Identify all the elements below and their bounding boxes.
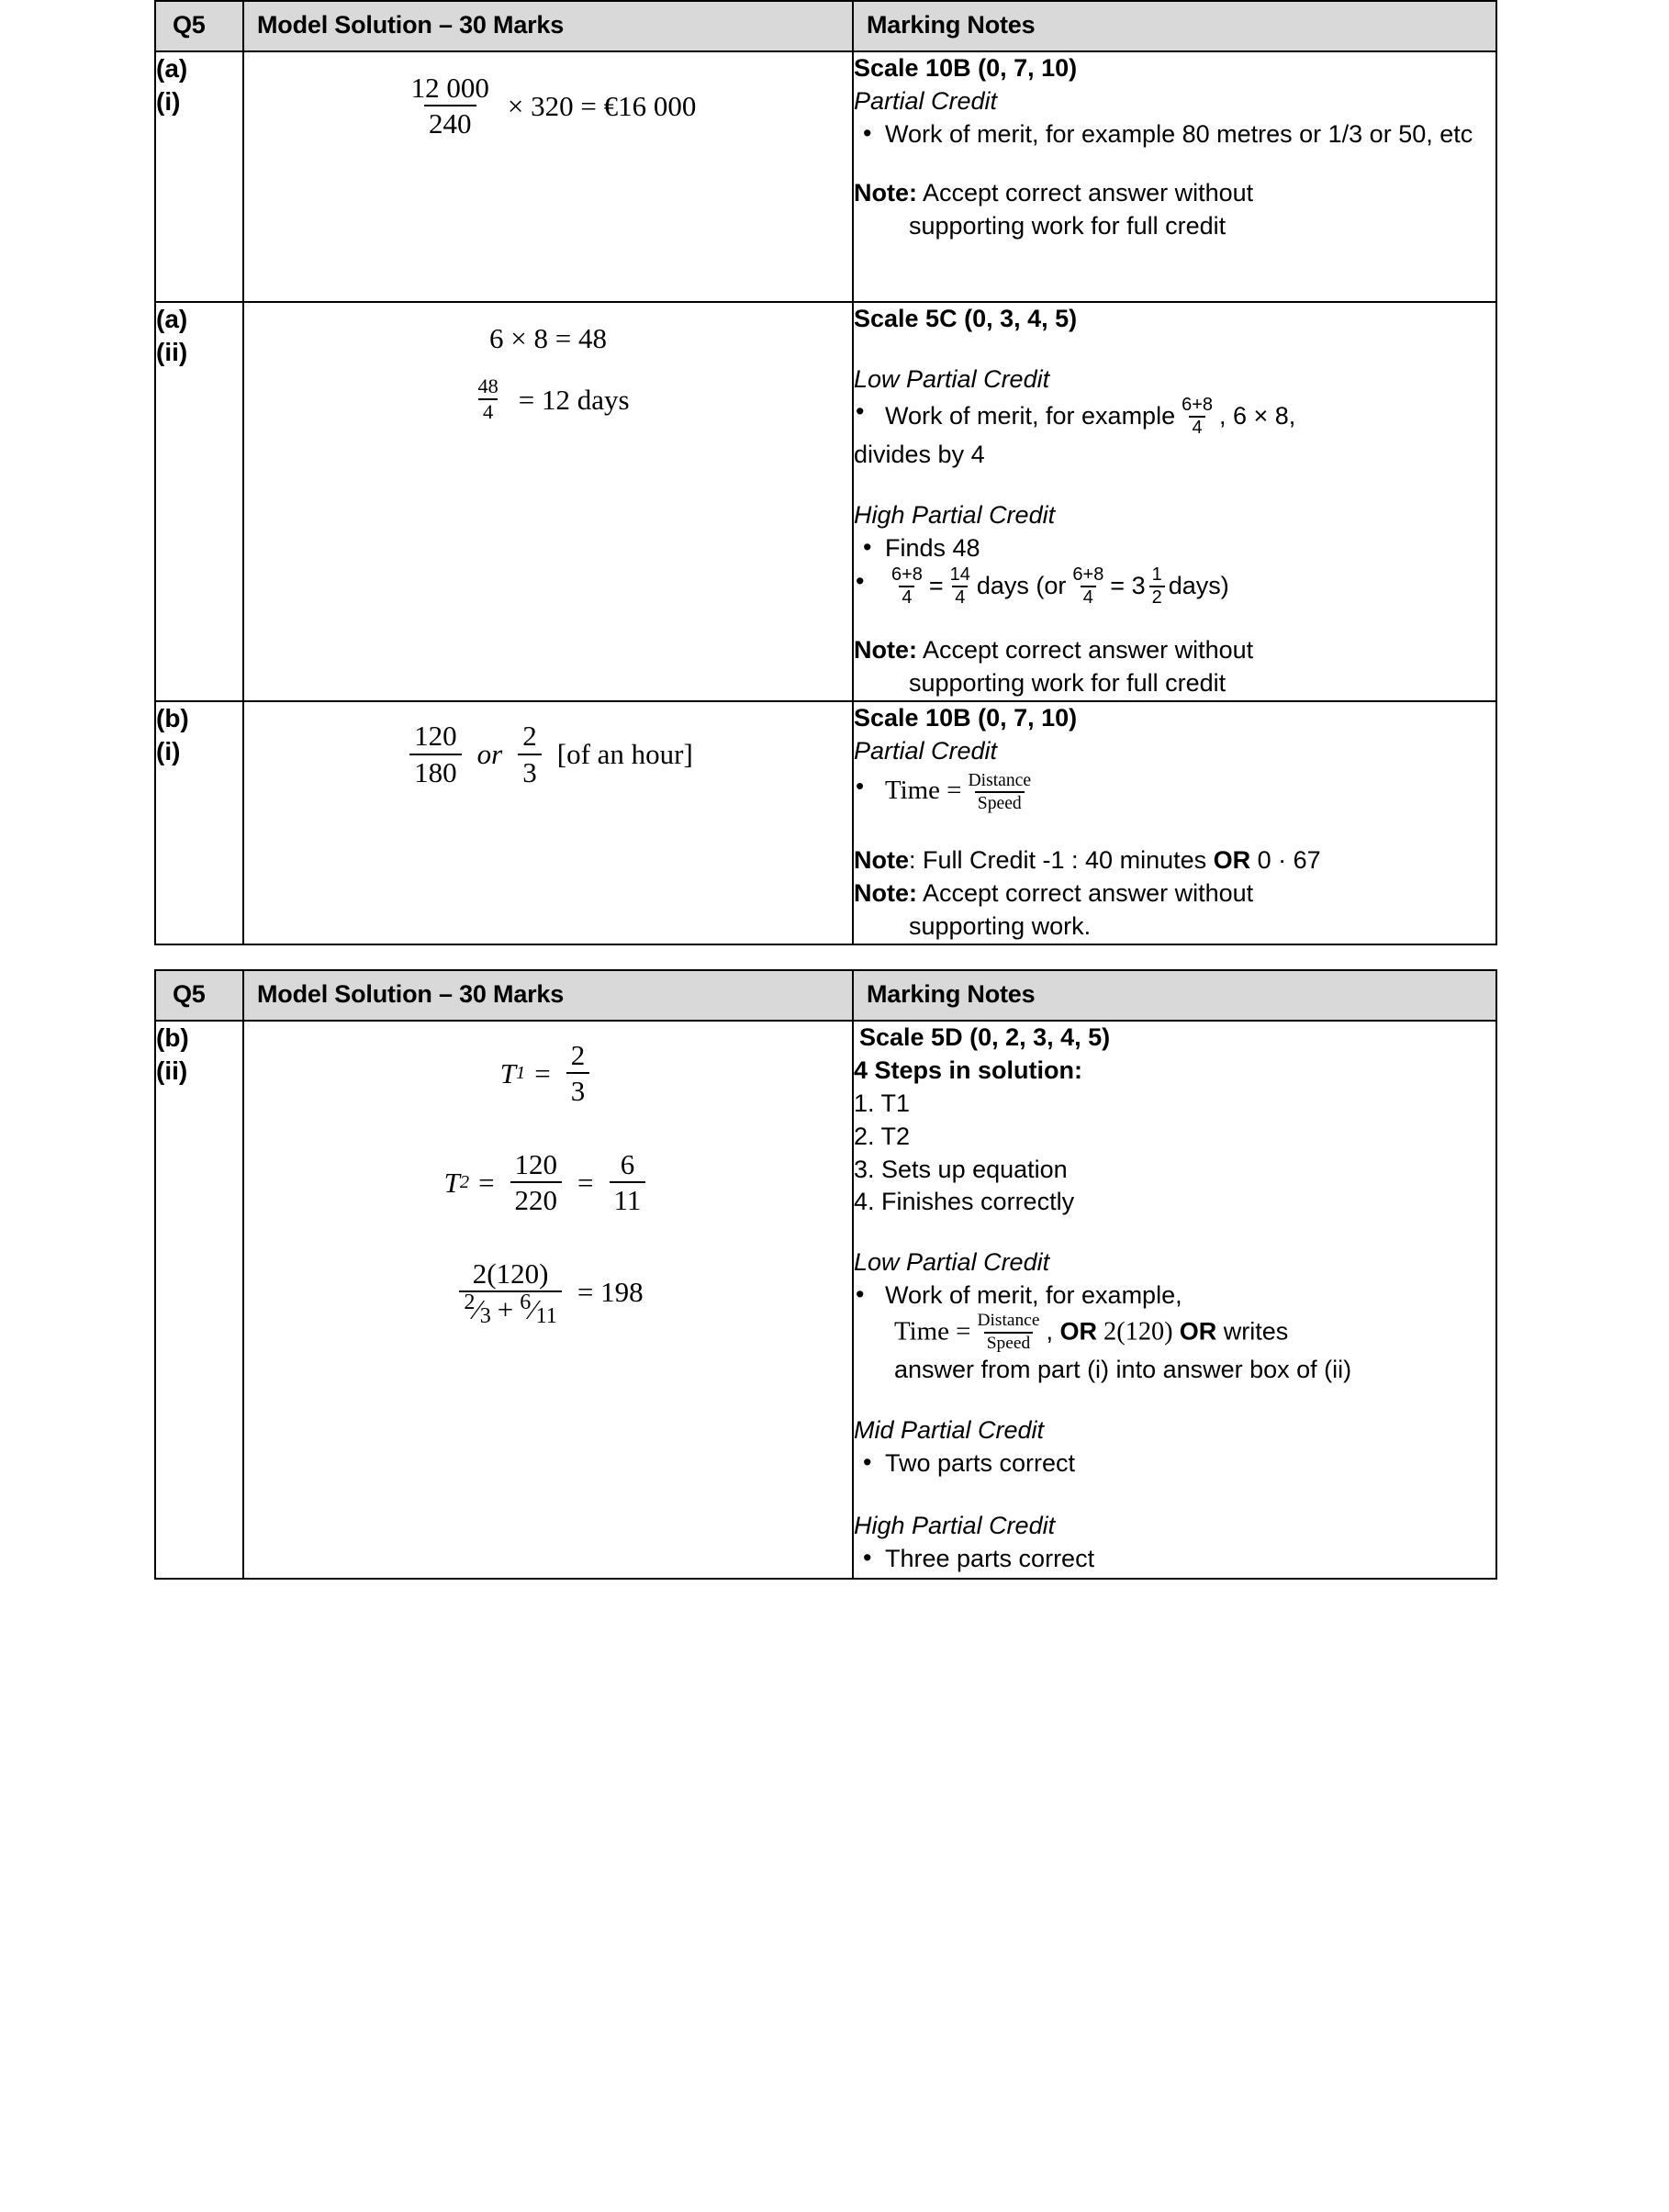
low-bullet-line3: answer from part (i) into answer box of (ii) [894,1355,1352,1383]
high-partial-credit-heading: High Partial Credit [854,1511,1056,1539]
t2-subscript: 2 [459,1172,470,1193]
low-mid-text: 2(120) [1096,1317,1180,1346]
low-or-1: OR [1059,1317,1097,1346]
table-row-a-i [155,51,1496,302]
note-label-2: Note: [854,879,917,908]
den-b-denominator: 3 [479,1303,491,1329]
note-block [854,844,1495,944]
time-equals-label: Time = [894,1316,971,1346]
header-question-label: Q5 [155,970,243,1021]
fraction-120-over-180: $\frac{120}{180}$ [409,721,462,788]
header-marking-notes: Marking Notes [853,1,1496,51]
fraction-6plus8-over-4-b: $\frac{6+8}{4}$ [1072,564,1104,609]
list-item: • Three parts correct [854,1543,1495,1576]
model-solution-a-ii [243,302,853,701]
low-partial-credit-heading: Low Partial Credit [854,1248,1050,1277]
note-line-1 [854,844,1495,877]
high-b2-mid-text: days (or [976,572,1067,600]
low-partial-credit-heading: Low Partial Credit [854,364,1050,393]
equation-t2 [244,1149,852,1216]
list-item: 4. Finishes correctly [854,1188,1075,1216]
time-formula-bullet [854,769,1495,813]
t2-equals-2: = [577,1166,594,1199]
note-text-line2: supporting work for full credit [909,211,1227,240]
solution-line-1: 6 × 8 = 48 [489,321,607,354]
header-model-solution: Model Solution – 30 Marks [243,970,853,1021]
header-question-label: Q5 [155,1,243,51]
equation-t1 [244,1040,852,1107]
model-solution-b-i [243,701,853,944]
list-item: 2. T2 [854,1122,911,1150]
solution-tail: [of an hour] [556,738,693,771]
part-label-line2: (i) [156,86,181,116]
note-line [854,177,1495,210]
part-label-line2: (ii) [156,1056,188,1085]
part-label-b-ii [155,1021,243,1579]
note-2-line2: supporting work. [909,912,1092,940]
low-bullet-text-pre: Work of merit, for example [885,401,1176,430]
t2-symbol: T [443,1166,460,1199]
scale-label: Scale 10B (0, 7, 10) [854,54,1078,82]
marking-scheme-table-1 [154,0,1497,945]
solution-expression [244,721,852,788]
header-model-solution: Model Solution – 30 Marks [243,1,853,51]
part-label-line1: (a) [156,54,188,83]
or-word: or [476,738,503,771]
high-b2-end-text: days) [1168,572,1229,600]
den-d-denominator: 11 [535,1303,557,1329]
solution-expression [244,73,852,140]
t2-equals: = [478,1166,495,1199]
table-separator [0,945,1669,969]
fraction-6-over-11: $\frac{6}{11}$ [610,1149,646,1216]
den-plus: + [497,1293,514,1326]
steps-list [854,1088,1495,1220]
solution-line-2-rest: = 12 days [518,383,630,416]
marking-notes-b-ii [853,1021,1496,1579]
steps-heading: 4 Steps in solution: [854,1056,1083,1084]
table-row-a-ii [155,302,1496,701]
marking-notes-a-i [853,51,1496,302]
note-block [854,634,1495,700]
mixed-number-whole: 3 [1131,572,1146,600]
list-item: • Work of merit, for example 80 metres or 1/3 or 50, etc [854,118,1495,151]
note-line [854,634,1495,667]
part-label-line2: (i) [156,736,181,765]
list-item: • Finds 48 [854,532,1495,565]
low-or-2: OR [1179,1317,1217,1346]
note-text-line2: supporting work for full credit [909,669,1227,698]
solution-line-2 [244,375,852,423]
equals-sign-1: = [928,572,944,600]
equals-sign-2: = [1110,572,1126,600]
low-bullet-line1: Work of merit, for example, [885,1281,1182,1310]
part-label-a-ii [155,302,243,701]
den-c-numerator: 6 [520,1290,532,1315]
note-block [854,177,1495,243]
bullet-glyph-icon: • [856,1280,865,1309]
slash-2-icon: ⁄ [531,1293,536,1326]
high-partial-credit-bullet-2 [854,566,1495,609]
equation-final [244,1257,852,1329]
credit-heading: Partial Credit [854,86,998,115]
note-2-line1: Accept correct answer without [923,879,1254,908]
fraction-48-over-4: $\frac{48}{4}$ [477,374,498,424]
mid-partial-credit-bullet-list [854,1447,1495,1480]
note-text-line1: Accept correct answer without [923,636,1254,665]
solution-expression-rest: × 320 = €16 000 [507,89,697,122]
part-label-line1: (b) [156,704,189,733]
low-partial-credit-bullet [854,394,1495,439]
t1-symbol: T [499,1056,517,1089]
scale-label: Scale 5C (0, 3, 4, 5) [854,304,1078,332]
part-label-line1: (b) [156,1022,189,1052]
high-partial-credit-bullet-list [854,1543,1495,1576]
part-label-line2: (ii) [156,337,188,366]
bullet-glyph-icon: • [856,397,865,425]
bullet-glyph-icon: • [856,567,865,596]
list-item: 1. T1 [854,1089,911,1117]
part-label-line1: (a) [156,304,188,333]
final-equals-result: = 198 [577,1275,644,1308]
note-label: Note: [854,178,917,207]
fraction-2-over-3: $\frac{2}{3}$ [566,1040,590,1107]
table-2-header-row [155,970,1496,1021]
slash-1-icon: ⁄ [475,1293,480,1326]
time-equals-label: Time = [885,776,962,806]
fraction-distance-over-speed: $\frac{\text{Distance}}{\text{Speed}}$ [977,1311,1040,1353]
low-tail-text: writes [1216,1317,1289,1346]
scale-label: Scale 10B (0, 7, 10) [854,704,1078,732]
low-bullet-line2 [854,1313,1495,1354]
t1-equals: = [534,1056,551,1089]
part-label-b-i [155,701,243,944]
part-label-a-i [155,51,243,302]
partial-credit-bullet-list [854,118,1495,151]
note-1-or-bold: OR [1213,846,1251,875]
header-marking-notes: Marking Notes [853,970,1496,1021]
low-comma: , [1046,1317,1060,1346]
fraction-1-over-2: $\frac{1}{2}$ [1149,565,1165,608]
table-1-header-row [155,1,1496,51]
marking-scheme-table-2 [154,969,1497,1580]
compound-fraction: 2(120) 2 ⁄ 3 + 6 ⁄ 11 [459,1258,561,1325]
model-solution-a-i [243,51,853,302]
note-1-text-b: 0 · 67 [1250,846,1321,875]
fraction-14-over-4: $\frac{14}{4}$ [949,564,970,609]
fraction-distance-over-speed: $\frac{\text{Distance}}{\text{Speed}}$ [968,769,1032,813]
low-bullet-text-post: , 6 × 8, [1218,401,1296,430]
low-bullet-line2: divides by 4 [854,440,985,468]
table-row-b-ii [155,1021,1496,1579]
fraction-12000-over-240: $\frac{12 000}{240}$ [410,72,489,140]
model-solution-b-ii [243,1021,853,1579]
fraction-6plus8-over-4-a: $\frac{6+8}{4}$ [891,564,923,609]
note-line-2 [854,877,1495,910]
high-partial-credit-heading: High Partial Credit [854,500,1056,529]
note-1-text-a: : Full Credit -1 : 40 minutes [909,846,1214,875]
fraction-2-over-3: $\frac{2}{3}$ [518,721,542,788]
high-partial-credit-bullet-list [854,532,1495,565]
table-row-b-i [155,701,1496,944]
bullet-glyph-icon: • [856,771,865,799]
list-item: 3. Sets up equation [854,1155,1068,1183]
den-a-numerator: 2 [464,1290,476,1315]
credit-heading: Partial Credit [854,737,998,765]
fraction-120-over-220: $\frac{120}{220}$ [510,1149,563,1216]
marking-notes-a-ii [853,302,1496,701]
marking-notes-b-i [853,701,1496,944]
mid-partial-credit-heading: Mid Partial Credit [854,1415,1045,1444]
scale-label: Scale 5D (0, 2, 3, 4, 5) [859,1022,1111,1051]
note-text-line1: Accept correct answer without [923,178,1254,207]
note-label-1: Note [854,846,909,875]
fraction-6plus8-over-4: $\frac{6+8}{4}$ [1182,394,1213,438]
list-item: • Two parts correct [854,1447,1495,1480]
note-label: Note: [854,636,917,665]
t1-subscript: 1 [516,1063,526,1084]
low-partial-credit-bullet [854,1279,1495,1313]
